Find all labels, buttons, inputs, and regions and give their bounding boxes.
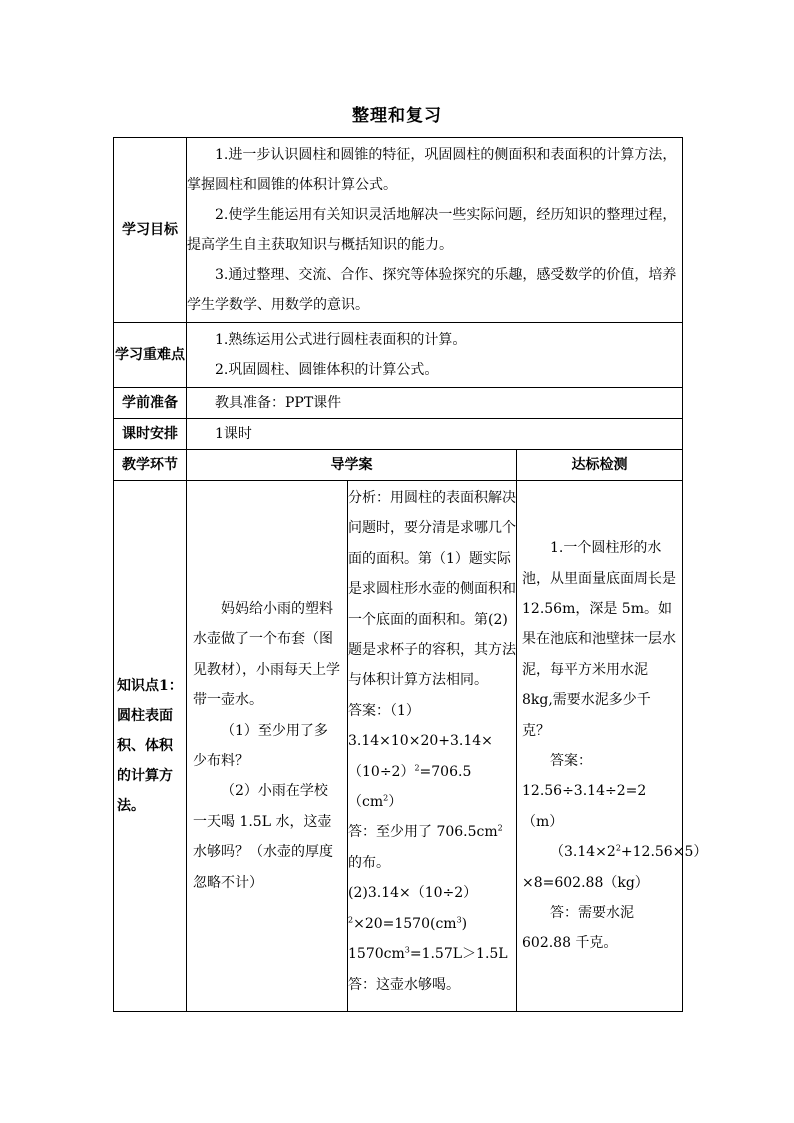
check-answer: $(3.14\times 2^2+12.56\times 5)\times 8=602.88(kg)$ [522, 843, 708, 891]
knowledge-row [114, 481, 683, 1012]
square-superscript: 2 [497, 823, 503, 833]
check-cell [517, 481, 708, 1012]
problem-cell [187, 481, 348, 1012]
prep-row [114, 388, 683, 419]
knowledge-label: 知识点1：圆柱表面积、体积的计算方法。 [114, 481, 187, 1012]
goals-label: 学习目标 [114, 138, 187, 323]
guide-header: 导学案 [187, 450, 517, 481]
goal-item: 1.进一步认识圆柱和圆锥的特征，巩固圆柱的侧面积和表面积的计算方法，掌握圆柱和圆锥的体积计算公式。 [187, 147, 677, 193]
hours-value: 1课时 [215, 426, 252, 442]
problem-question-1: （1）至少用了多少布料？ [193, 722, 328, 769]
goals-content [187, 138, 683, 323]
keypoints-label: 学习重难点 [114, 323, 187, 388]
analysis-text: 分析：用圆柱的表面积解决问题时，要分清是求哪几个面的面积。第（1）题实际是求圆柱形水壶的侧面积和一个底面的面积和。第(2)题是求杯子的容积，其方法与体积计算方法相同。 [348, 490, 516, 689]
goal-item: 3.通过整理、交流、合作、探究等体验探究的乐趣，感受数学的价值，培养学生学数学、用数学的意识。 [187, 267, 677, 313]
stage-header: 教学环节 [114, 450, 187, 481]
keypoint-item: 1.熟练运用公式进行圆柱表面积的计算。 [215, 332, 467, 348]
prep-label: 学前准备 [114, 388, 187, 419]
check-header: 达标检测 [517, 450, 683, 481]
answer-line: 答：这壶水够喝。 [348, 976, 460, 993]
goal-item: 2.使学生能运用有关知识灵活地解决一些实际问题，经历知识的整理过程，提高学生自主获取知识与概括知识的能力。 [187, 207, 677, 253]
answer-line: 答案：$(1)3.14\times 10\times 20+3.14\times(10\div 2)^2=706.5(cm^2)$ [348, 702, 493, 811]
cube-superscript: 3 [404, 945, 410, 955]
prep-value: 教具准备：PPT课件 [215, 395, 342, 411]
cube-superscript: 3 [456, 915, 462, 925]
goals-row [114, 138, 683, 323]
problem-text: 妈妈给小雨的塑料水壶做了一个布套（图见教材），小雨每天上学带一壶水。 [193, 600, 340, 709]
keypoints-row [114, 323, 683, 388]
hours-row [114, 419, 683, 450]
answer-line: $1570cm^3=1.57L>1.5L$ [348, 945, 508, 963]
page-title: 整理和复习 [352, 106, 442, 126]
column-header-row [114, 450, 683, 481]
keypoints-content [187, 323, 683, 388]
answer-line: $(2)3.14\times(10\div 2)^2\times 20=1570(cm^3)$ [348, 885, 478, 932]
problem-question-2: （2）小雨在学校一天喝 1.5L 水，这壶水够吗？（水壶的厚度忽略不计） [193, 783, 333, 891]
square-superscript: 2 [615, 843, 621, 853]
check-answer: 答案：12.56÷3.14÷2=2（m） [522, 753, 647, 830]
square-superscript: 2 [348, 915, 354, 925]
lesson-plan-table [113, 137, 708, 1012]
analysis-cell [348, 481, 517, 1012]
check-answer: 答：需要水泥 602.88 千克。 [522, 905, 634, 952]
keypoint-item: 2.巩固圆柱、圆锥体积的计算公式。 [215, 362, 439, 378]
hours-label: 课时安排 [114, 419, 187, 450]
answer-line: 答：至少用了 $706.5cm^2$的布。 [348, 823, 503, 871]
square-superscript: 2 [414, 763, 420, 772]
check-question: 1.一个圆柱形的水池，从里面量底面周长是 12.56m，深是 5m。如果在池底和池壁抹一层水泥，每平方米用水泥 8kg,需要水泥多少千克？ [522, 540, 676, 739]
square-superscript: 2 [383, 793, 389, 803]
